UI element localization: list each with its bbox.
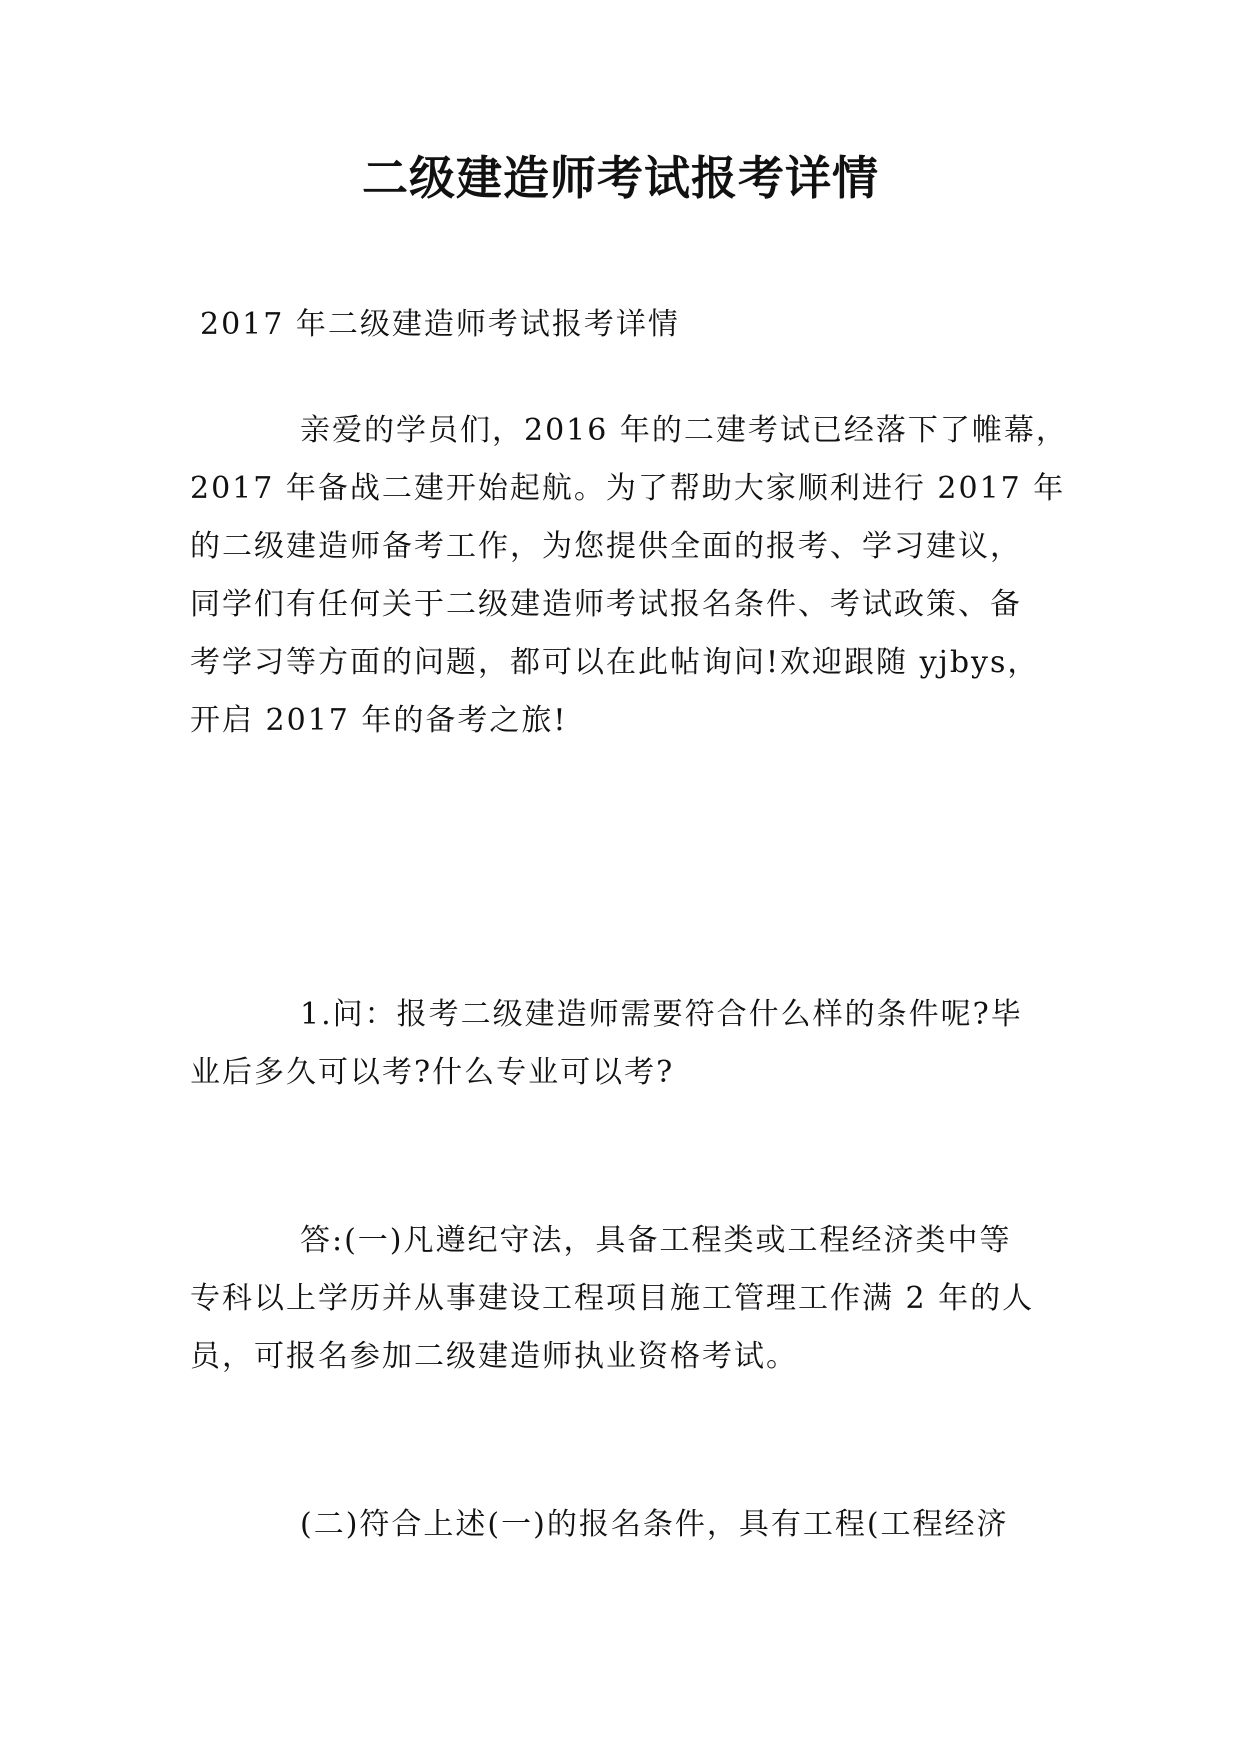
question-line: 业后多久可以考?什么专业可以考?	[190, 1055, 675, 1090]
intro-line: 考学习等方面的问题，都可以在此帖询问!欢迎跟随 yjbys，	[190, 645, 1040, 680]
answer-line: 答:(一)凡遵纪守法，具备工程类或工程经济类中等	[300, 1223, 1012, 1258]
answer-line: 专科以上学历并从事建设工程项目施工管理工作满 2 年的人	[190, 1281, 1035, 1316]
document-subtitle: 2017 年二级建造师考试报考详情	[200, 307, 680, 342]
intro-line: 2017 年备战二建开始起航。为了帮助大家顺利进行 2017 年	[190, 471, 1066, 506]
question-line: 1.问：报考二级建造师需要符合什么样的条件呢?毕	[300, 997, 1023, 1032]
answer-paragraph-2	[190, 1496, 1050, 1554]
intro-line: 开启 2017 年的备考之旅!	[190, 703, 568, 738]
answer-paragraph-1	[190, 1212, 1050, 1386]
answer-line: 员，可报名参加二级建造师执业资格考试。	[190, 1339, 798, 1374]
document-title: 二级建造师考试报考详情	[362, 151, 879, 205]
intro-line: 的二级建造师备考工作，为您提供全面的报考、学习建议，	[190, 529, 1022, 564]
answer-line: (二)符合上述(一)的报名条件，具有工程(工程经济	[300, 1507, 1009, 1542]
intro-line: 亲爱的学员们，2016 年的二建考试已经落下了帷幕，	[300, 413, 1068, 448]
intro-line: 同学们有任何关于二级建造师考试报名条件、考试政策、备	[190, 587, 1022, 622]
question-paragraph	[190, 986, 1050, 1102]
intro-paragraph	[190, 402, 1068, 750]
